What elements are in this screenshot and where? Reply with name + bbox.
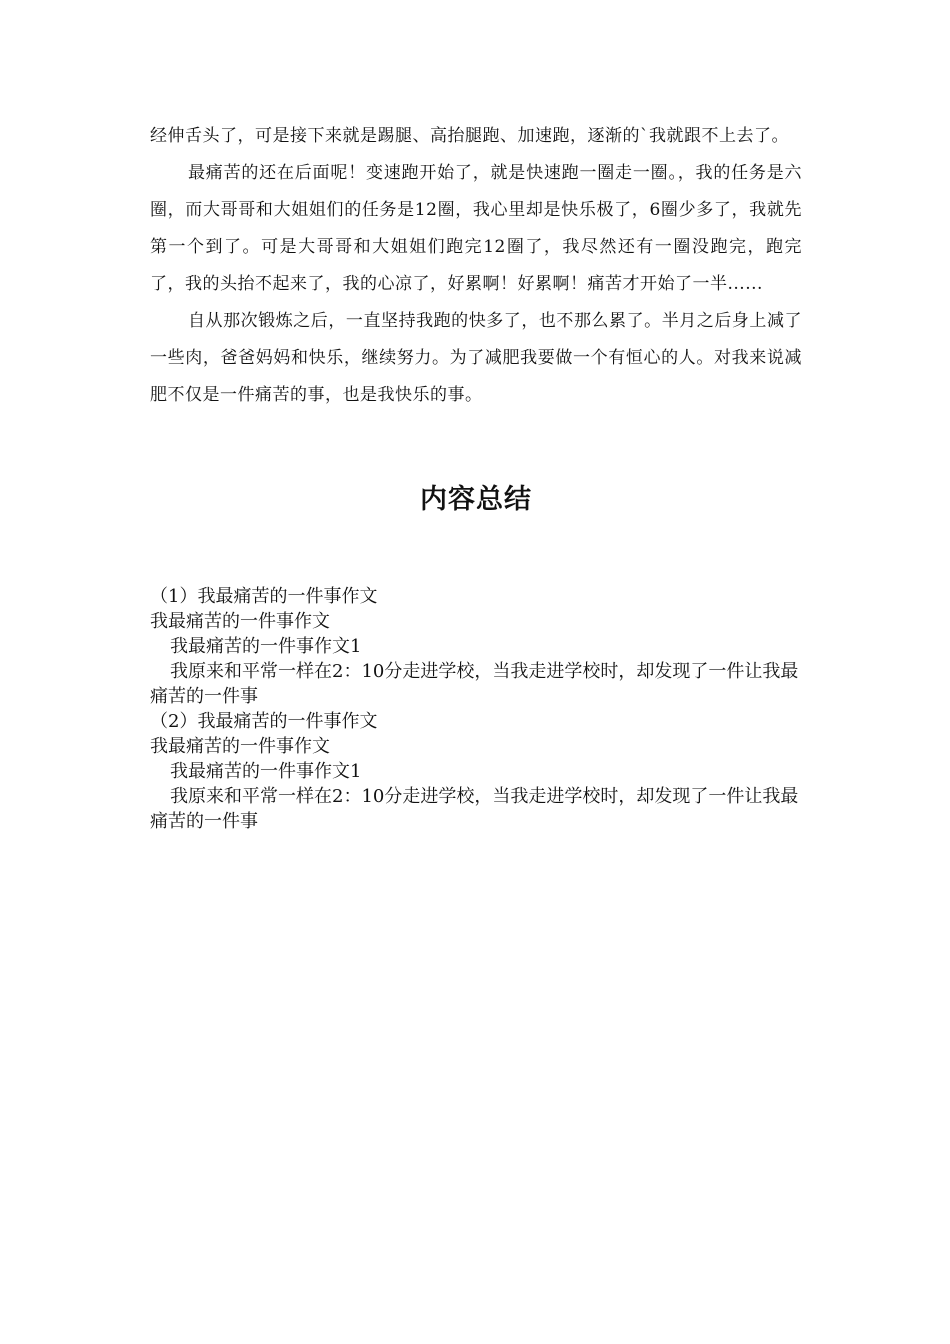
summary-section (150, 584, 802, 834)
paragraph-conclusion: 自从那次锻炼之后，一直坚持我跑的快多了，也不那么累了。半月之后身上减了一些肉，爸爸妈妈和快乐，继续努力。为了减肥我要做一个有恒心的人。对我来说减肥不仅是一件痛苦的事，也是我快乐的事。 (150, 311, 802, 405)
summary-item1-text (150, 659, 802, 709)
document-page (150, 118, 802, 834)
summary-title: 内容总结 (420, 484, 532, 515)
summary-item1-heading: （1）我最痛苦的一件事作文 (150, 586, 378, 607)
summary-item2-subtitle: 我最痛苦的一件事作文 (150, 736, 330, 757)
summary-item1-subtitle: 我最痛苦的一件事作文 (150, 611, 330, 632)
summary-item2-entry: 我最痛苦的一件事作文1 (170, 761, 362, 782)
summary-item2-text-content: 我原来和平常一样在2：10分走进学校，当我走进学校时，却发现了一件让我最痛苦的一件事 (150, 786, 799, 832)
paragraph-continuation: 经伸舌头了，可是接下来就是踢腿、高抬腿跑、加速跑，逐渐的`我就跟不上去了。 (150, 126, 789, 146)
summary-item1-entry: 我最痛苦的一件事作文1 (170, 636, 362, 657)
summary-item2-text (150, 784, 802, 834)
paragraph-variable-speed-run: 最痛苦的还在后面呢！变速跑开始了，就是快速跑一圈走一圈。，我的任务是六圈，而大哥哥和大姐姐们的任务是12圈，我心里却是快乐极了，6圈少多了，我就先第一个到了。可是大哥哥和大姐姐们跑完12圈了，我尽然还有一圈没跑完，跑完了，我的头抬不起来了，我的心凉了，好累啊！好累啊！痛苦才开始了一半...... (150, 163, 802, 294)
summary-item2-heading: （2）我最痛苦的一件事作文 (150, 711, 378, 732)
summary-item1-text-content: 我原来和平常一样在2：10分走进学校，当我走进学校时，却发现了一件让我最痛苦的一件事 (150, 661, 799, 707)
